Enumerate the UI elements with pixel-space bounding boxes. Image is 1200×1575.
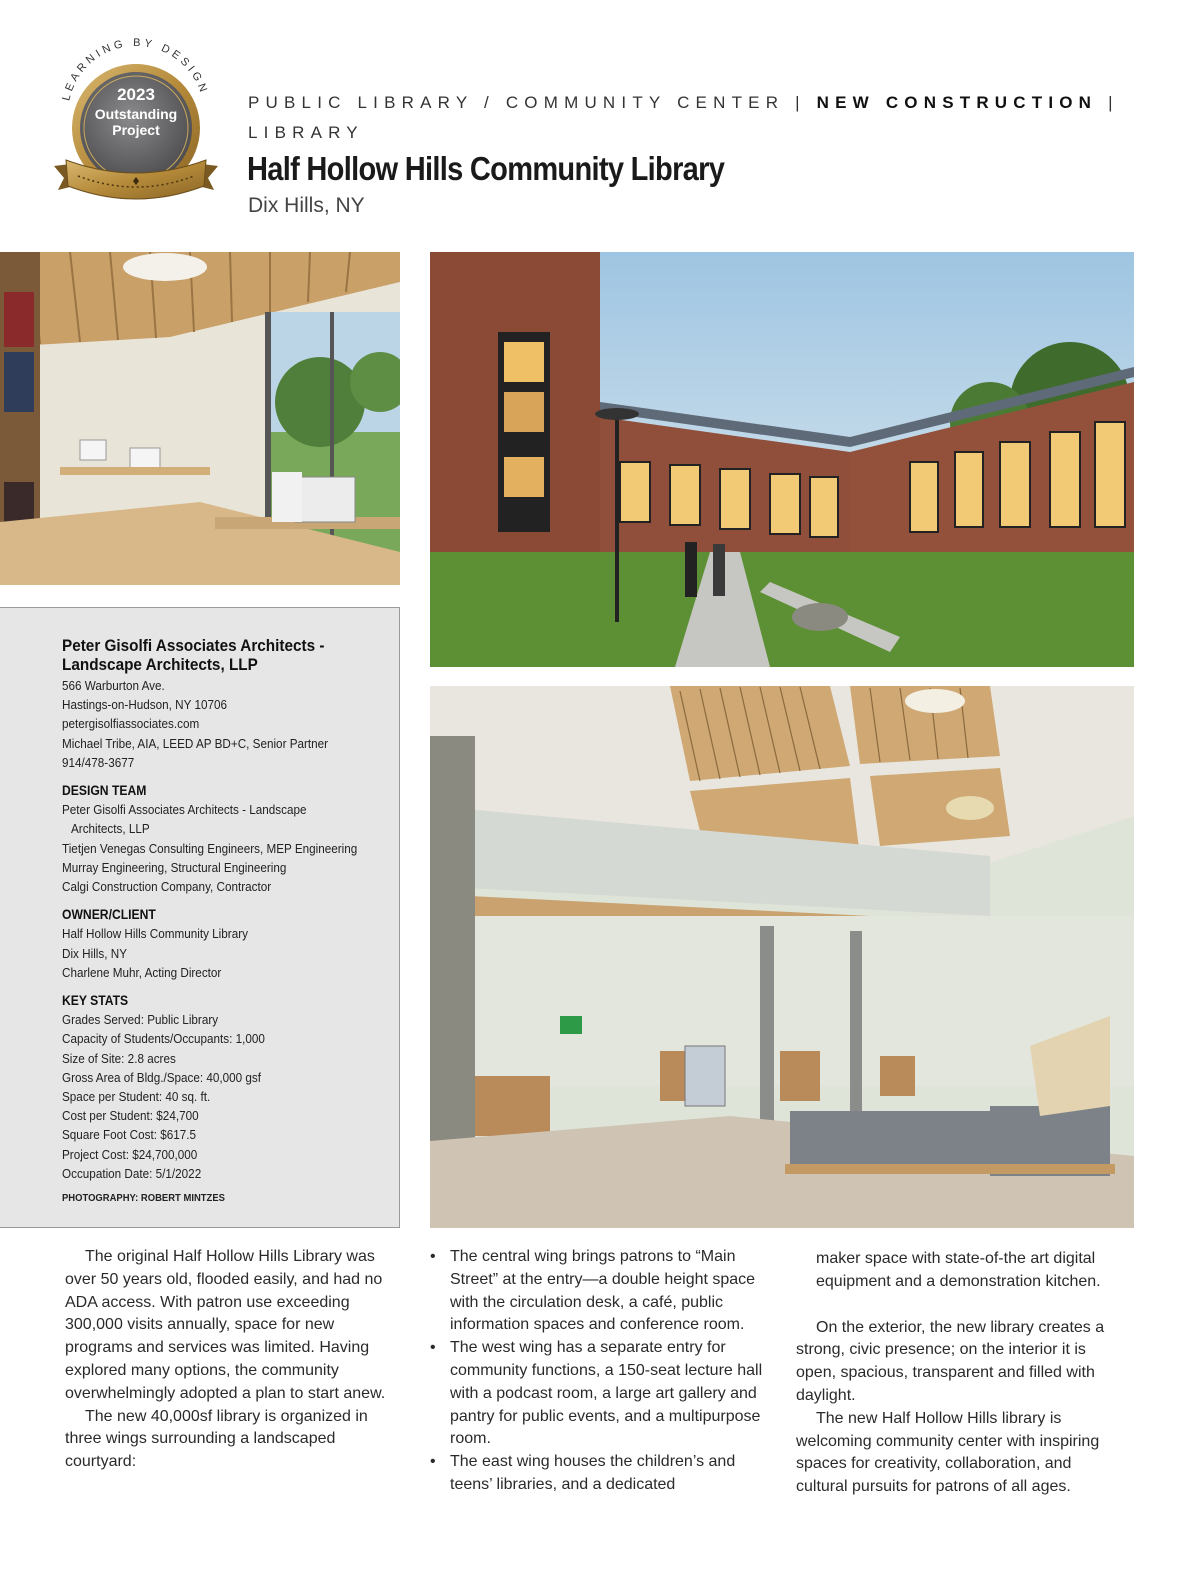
photo-exterior-courtyard [430,252,1134,667]
design-team-item: Peter Gisolfi Associates Architects - Landscape [62,802,307,818]
body-paragraph: The original Half Hollow Hills Library was over 50 years old, flooded easily, and had no ADA access. With patron use exceeding 300,000 visits annually, space for new programs and services was limited. Having explored many options, the community overwhelmingly adopted a plan to start anew. [65,1248,386,1402]
body-paragraph: On the exterior, the new library creates a strong, civic presence; on the interior it is open, spacious, transparent and filled with daylight. [796,1318,1105,1404]
firm-address-line-2: Hastings-on-Hudson, NY 10706 [62,697,227,713]
owner-heading: OWNER/CLIENT [62,907,156,923]
architect-firm: Peter Gisolfi Associates Architects - Landscape Architects, LLP [62,636,325,674]
award-badge [48,36,224,212]
body-column-1 [65,1246,395,1474]
key-stat: Square Foot Cost: $617.5 [62,1127,196,1143]
key-stat: Gross Area of Bldg./Space: 40,000 gsf [62,1069,262,1085]
key-stat: Space per Student: 40 sq. ft. [62,1089,211,1105]
bullet-item: • The west wing has a separate entry for community functions, a 150-seat lecture hall with a podcast room, a large art gallery and pantry for public events, and a multipurpose room. [430,1337,775,1451]
bullet-item: • The central wing brings patrons to “Main Street” at the entry—a double height space with the circulation desk, a café, public information spaces and conference room. [430,1246,775,1337]
design-team-item: Architects, LLP [71,821,150,837]
photo-interior-reading [0,252,400,585]
design-team-item: Tietjen Venegas Consulting Engineers, MEP Engineering [62,840,358,856]
key-stat: Grades Served: Public Library [62,1012,219,1028]
photo-interior-atrium [430,686,1134,1228]
category-bold: NEW CONSTRUCTION [816,93,1098,112]
bullet-continuation: maker space with state-of-the art digital equipment and a demonstration kitchen. [816,1250,1101,1290]
firm-website: petergisolfiassociates.com [62,716,200,732]
key-stats-heading: KEY STATS [62,993,129,1009]
body-paragraph: The new 40,000sf library is organized in three wings surrounding a landscaped courtyard: [65,1407,368,1471]
body-paragraph: The new Half Hollow Hills library is welcoming community center with inspiring spaces for creativity, collaboration, and cultural pursuits for patrons of all ages. [796,1409,1100,1496]
firm-phone: 914/478-3677 [62,754,135,770]
key-stat: Occupation Date: 5/1/2022 [62,1165,202,1181]
firm-contact: Michael Tribe, AIA, LEED AP BD+C, Senior Partner [62,735,329,751]
owner-item: Charlene Muhr, Acting Director [62,964,222,980]
design-team-item: Murray Engineering, Structural Engineering [62,859,287,875]
project-info-box [0,607,400,1228]
key-stat: Size of Site: 2.8 acres [62,1050,176,1066]
project-title: Half Hollow Hills Community Library [247,150,725,187]
bullet-item: • The east wing houses the children’s and teens’ libraries, and a dedicated [430,1451,775,1497]
badge-line-2: Project [112,122,160,138]
design-team-item: Calgi Construction Company, Contractor [62,879,272,895]
key-stat: Project Cost: $24,700,000 [62,1146,198,1162]
key-stat: Cost per Student: $24,700 [62,1108,199,1124]
firm-address-line-1: 566 Warburton Ave. [62,678,165,693]
category-plain: PUBLIC LIBRARY / COMMUNITY CENTER | [248,93,817,112]
design-team-heading: DESIGN TEAM [62,783,147,799]
key-stat: Capacity of Students/Occupants: 1,000 [62,1031,265,1047]
badge-line-1: Outstanding [94,106,178,122]
body-column-2 [430,1246,775,1497]
category-tail: | LIBRARY [248,93,1119,142]
project-location: Dix Hills, NY [248,194,365,217]
badge-arc-text: LEARNING BY DESIGN [60,36,211,103]
owner-item: Half Hollow Hills Community Library [62,926,248,942]
badge-year: 2023 [117,85,155,104]
owner-item: Dix Hills, NY [62,945,128,961]
body-column-3 [796,1248,1126,1499]
project-category [248,88,1148,148]
photo-credit: PHOTOGRAPHY: ROBERT MINTZES [62,1192,225,1205]
